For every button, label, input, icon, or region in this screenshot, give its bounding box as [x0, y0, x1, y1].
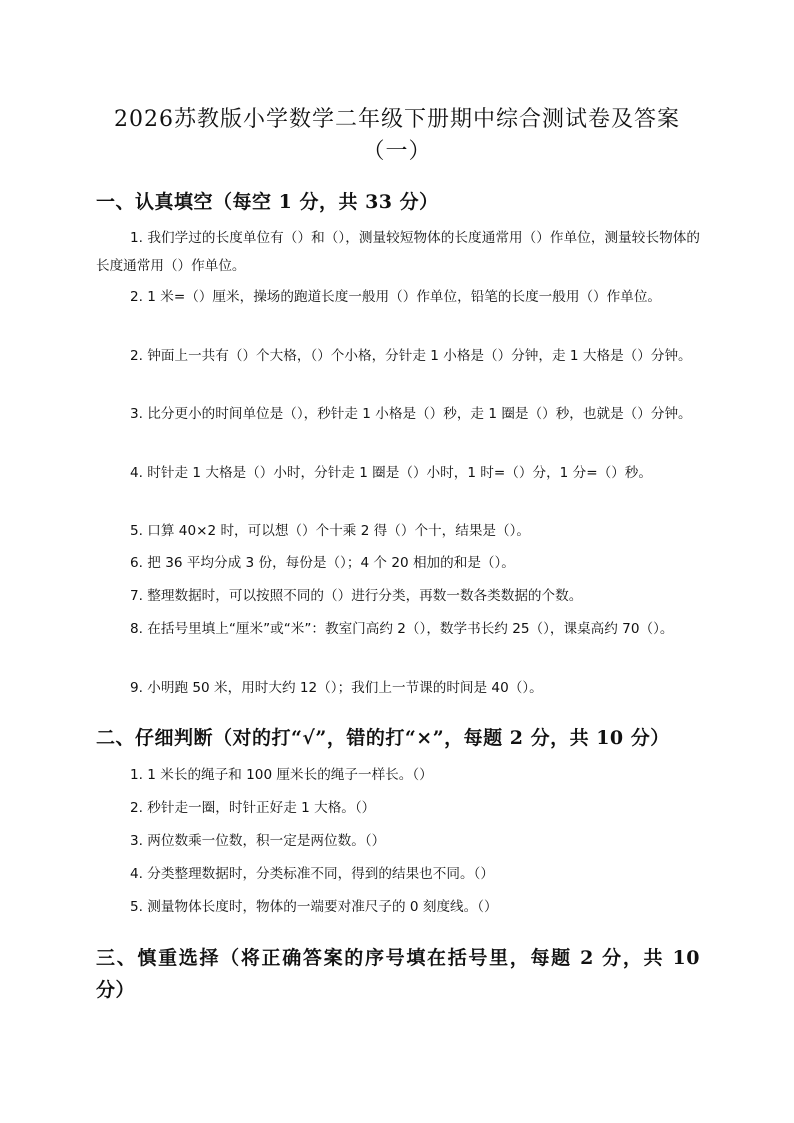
judge-question-2: 2. 秒针走一圈，时针正好走 1 大格。（）	[130, 800, 376, 816]
judge-question-4: 4. 分类整理数据时，分类标准不同，得到的结果也不同。（）	[130, 866, 494, 882]
section-3-heading: 三、慎重选择（将正确答案的序号填在括号里，每题 2 分，共 10 分）	[96, 947, 700, 1001]
fill-question-1: 1. 我们学过的长度单位有（）和（），测量较短物体的长度通常用（）作单位，测量较长物体的长度通常用（）作单位。	[96, 230, 700, 274]
fill-question-3: 2. 钟面上一共有（）个大格，（）个小格，分针走 1 小格是（）分钟，走 1 大格是（）分钟。	[130, 348, 692, 364]
fill-question-8: 7. 整理数据时，可以按照不同的（）进行分类，再数一数各类数据的个数。	[130, 588, 583, 604]
fill-question-4: 3. 比分更小的时间单位是（），秒针走 1 小格是（）秒，走 1 圈是（）秒，也就是（）分钟。	[130, 406, 692, 422]
fill-question-10: 9. 小明跑 50 米，用时大约 12（）；我们上一节课的时间是 40（）。	[130, 680, 543, 696]
document-title: 2026苏教版小学数学二年级下册期中综合测试卷及答案	[114, 107, 680, 132]
judge-question-5: 5. 测量物体长度时，物体的一端要对准尺子的 0 刻度线。（）	[130, 899, 498, 915]
fill-question-2: 2. 1 米=（）厘米，操场的跑道长度一般用（）作单位，铅笔的长度一般用（）作单位。	[130, 289, 662, 305]
fill-question-7: 6. 把 36 平均分成 3 份，每份是（）；4 个 20 相加的和是（）。	[130, 555, 515, 571]
document-title-volume: （一）	[362, 139, 432, 164]
section-2-heading: 二、仔细判断（对的打“√”，错的打“×”，每题 2 分，共 10 分）	[96, 727, 670, 749]
section-1-heading: 一、认真填空（每空 1 分，共 33 分）	[96, 191, 439, 213]
judge-question-3: 3. 两位数乘一位数，积一定是两位数。（）	[130, 833, 386, 849]
fill-question-6: 5. 口算 40×2 时，可以想（）个十乘 2 得（）个十，结果是（）。	[130, 523, 531, 539]
judge-question-1: 1. 1 米长的绳子和 100 厘米长的绳子一样长。（）	[130, 767, 433, 783]
fill-question-9: 8. 在括号里填上“厘米”或“米”：教室门高约 2（），数学书长约 25（），课桌高约 70（）。	[130, 621, 674, 637]
fill-question-5: 4. 时针走 1 大格是（）小时，分针走 1 圈是（）小时，1 时=（）分，1 分=（）秒。	[130, 465, 652, 481]
